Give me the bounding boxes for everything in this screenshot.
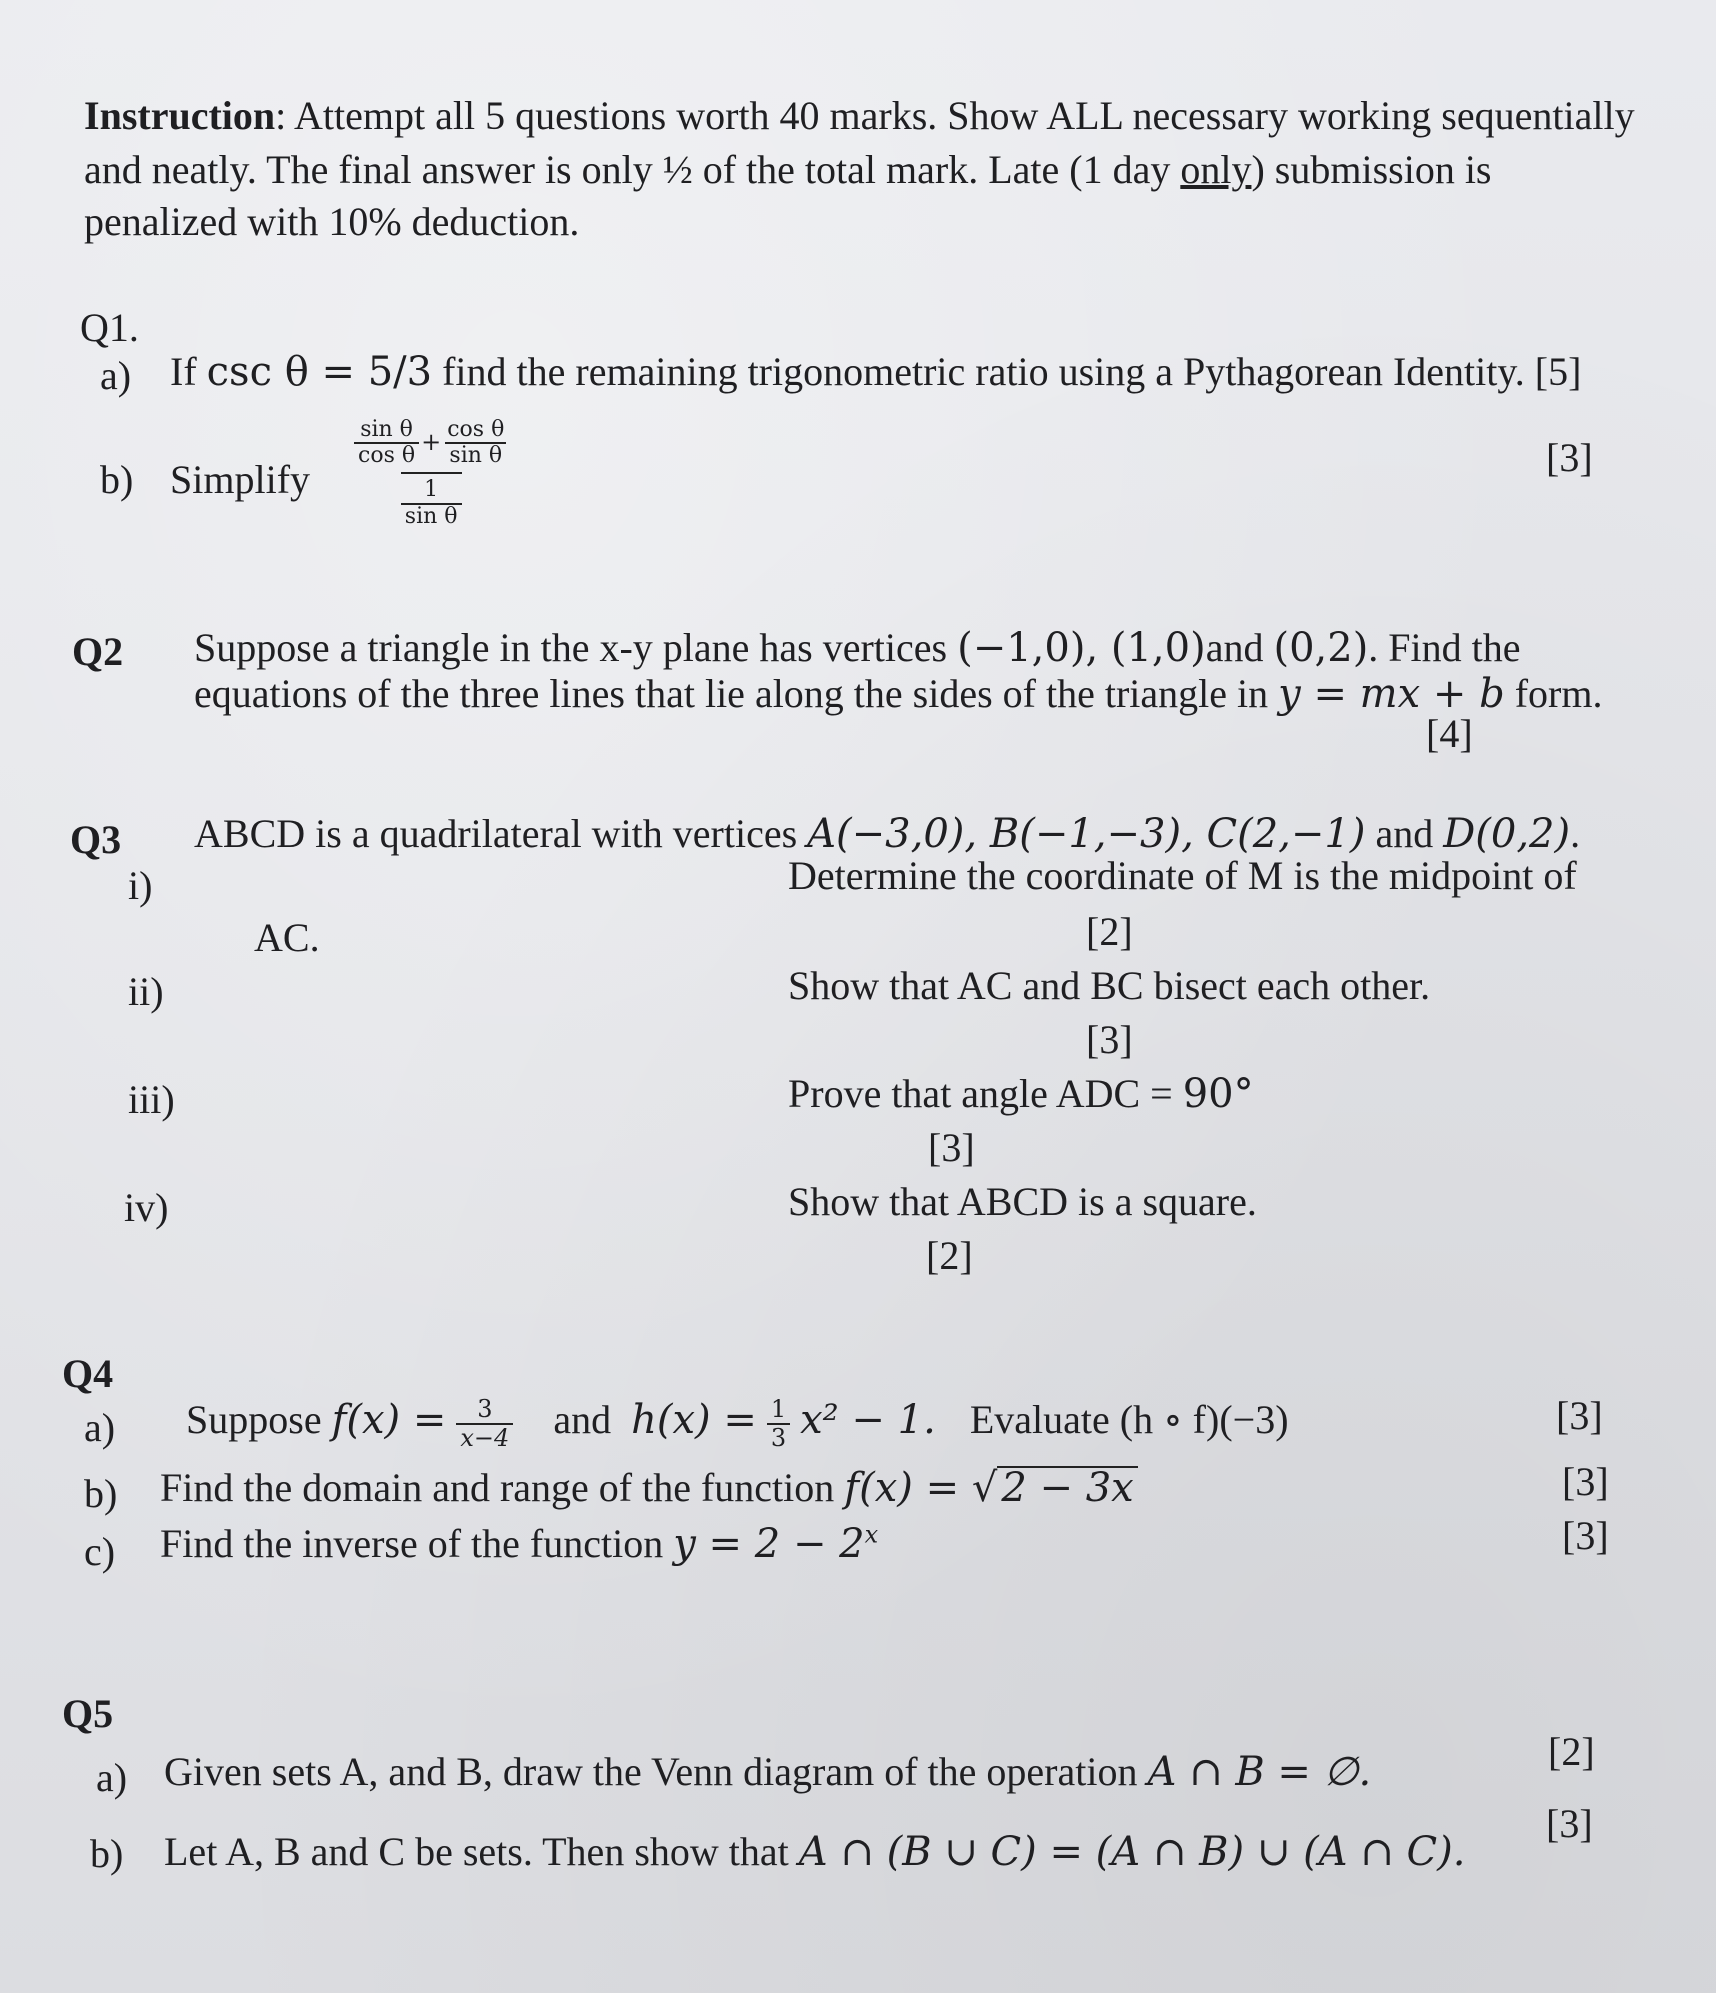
q1a-math: csc θ = 5/3 bbox=[206, 349, 433, 395]
q4a-f: f(x) = bbox=[331, 1397, 447, 1443]
q4a-h-den: 3 bbox=[767, 1423, 790, 1451]
q1b-marks: [3] bbox=[1546, 435, 1593, 480]
q3-intro-line: ABCD is a quadrilateral with vertices A(−3,0), B(−1,−3), C(2,−1) and D(0,2). bbox=[194, 811, 1581, 857]
q3iii-marks: [3] bbox=[928, 1125, 975, 1170]
q1b-frac-3-den: sin θ bbox=[401, 503, 462, 529]
q5b-marker: b) bbox=[90, 1831, 124, 1876]
q5b-math: A ∩ (B ∪ C) = (A ∩ B) ∪ (A ∩ C). bbox=[798, 1829, 1466, 1875]
q5a-text: Given sets A, and B, draw the Venn diagram of the operation bbox=[164, 1749, 1148, 1794]
q4c-func-base: y = 2 − 2 bbox=[673, 1521, 865, 1567]
q1b-compound-fraction bbox=[354, 418, 508, 529]
q4c-func bbox=[673, 1521, 878, 1566]
q4c-line bbox=[160, 1520, 878, 1568]
instruction-line-2 bbox=[84, 146, 1492, 194]
q2-form: y = mx + b bbox=[1278, 671, 1505, 717]
q3-and: and bbox=[1365, 811, 1444, 856]
q1b-frac-2 bbox=[443, 418, 508, 468]
q4b-marker: b) bbox=[84, 1471, 118, 1516]
q4a-f-den: x−4 bbox=[456, 1423, 513, 1451]
q3iii-text: Prove that angle ADC = bbox=[788, 1071, 1183, 1116]
q1b-frac-1-den: cos θ bbox=[354, 442, 419, 468]
q4a-line bbox=[186, 1396, 1289, 1451]
q4-label: Q4 bbox=[62, 1351, 114, 1396]
q3-label: Q3 bbox=[70, 817, 122, 862]
q5a-marker: a) bbox=[96, 1755, 128, 1800]
q3iii-marker: iii) bbox=[128, 1077, 175, 1122]
q2-text-1: Suppose a triangle in the x-y plane has vertices bbox=[194, 625, 958, 670]
q5b-text: Let A, B and C be sets. Then show that bbox=[164, 1829, 799, 1874]
q4a-marker: a) bbox=[84, 1405, 116, 1450]
q3-vertices: A(−3,0), B(−1,−3), C(2,−1) bbox=[807, 811, 1366, 857]
q2-text-2: equations of the three lines that lie along the sides of the triangle in bbox=[194, 671, 1279, 716]
q2-and: and bbox=[1205, 625, 1274, 670]
q5a-marks: [2] bbox=[1548, 1729, 1595, 1774]
instruction-label: Instruction bbox=[84, 93, 276, 138]
q4c-marks: [3] bbox=[1562, 1513, 1609, 1558]
q3-vertex-d: D(0,2) bbox=[1443, 811, 1571, 857]
q1b-denominator bbox=[401, 472, 462, 528]
q2-line-1 bbox=[194, 624, 1521, 672]
q4a-marks: [3] bbox=[1556, 1393, 1603, 1438]
q4b-text: Find the domain and range of the function bbox=[160, 1465, 845, 1510]
q3i-marker: i) bbox=[128, 863, 153, 908]
instruction-line-3 bbox=[84, 198, 579, 246]
q4a-f-num: 3 bbox=[477, 1395, 493, 1424]
instruction-line-1: Instruction: Attempt all 5 questions worth 40 marks. Show ALL necessary working sequentially bbox=[84, 93, 1635, 138]
q4a-and: and bbox=[553, 1397, 612, 1442]
q1a-text-post: find the remaining trigonometric ratio using a Pythagorean Identity. [5] bbox=[432, 349, 1582, 394]
q3iv-text: Show that ABCD is a square. bbox=[788, 1179, 1257, 1224]
q1b-frac-3-num: 1 bbox=[424, 477, 439, 503]
q5-label: Q5 bbox=[62, 1691, 114, 1736]
instruction-text-3: penalized with 10% deduction. bbox=[84, 199, 580, 244]
q4a-h-num: 1 bbox=[770, 1395, 787, 1424]
q3iii-line bbox=[788, 1070, 1254, 1118]
q4b-marks: [3] bbox=[1562, 1459, 1609, 1504]
q2-text-1-post: . Find the bbox=[1368, 625, 1521, 670]
q3ii-marks: [3] bbox=[1086, 1017, 1133, 1062]
q4a-h-fraction bbox=[767, 1396, 790, 1451]
q4c-marker: c) bbox=[84, 1529, 116, 1574]
q5a-math: A ∩ B = ∅. bbox=[1147, 1749, 1372, 1795]
q3iv-marker: iv) bbox=[124, 1185, 169, 1230]
q1-label: Q1. bbox=[80, 305, 139, 350]
q1b-frac-2-num: cos θ bbox=[447, 417, 505, 442]
q5b-marks: [3] bbox=[1546, 1801, 1593, 1846]
q4c-text: Find the inverse of the function bbox=[160, 1521, 674, 1566]
q4c-func-exponent: x bbox=[864, 1520, 879, 1549]
q3iii-angle: 90° bbox=[1182, 1071, 1254, 1117]
instruction-only-underlined: only bbox=[1180, 147, 1252, 192]
q1b-frac-2-den: sin θ bbox=[445, 442, 506, 468]
q1b-plus: + bbox=[421, 428, 442, 457]
q1b-numerator bbox=[354, 418, 508, 472]
q1a-line bbox=[170, 348, 1581, 396]
instruction-text-2a: and neatly. The final answer is only ½ of the total mark. Late (1 day bbox=[84, 147, 1181, 192]
q2-marks: [4] bbox=[1426, 711, 1473, 756]
q2-label: Q2 bbox=[72, 629, 124, 674]
q3ii-text: Show that AC and BC bisect each other. bbox=[788, 963, 1431, 1008]
q2-line-2 bbox=[194, 670, 1603, 718]
q2-text-2-post: form. bbox=[1504, 671, 1603, 716]
q3iv-marks: [2] bbox=[926, 1233, 973, 1278]
q4b-root-sign: √ bbox=[971, 1465, 998, 1511]
q3ii-marker: ii) bbox=[128, 969, 164, 1014]
q4b-line bbox=[160, 1464, 1138, 1512]
q2-vertex-3: (0,2) bbox=[1273, 625, 1369, 671]
q4a-eval: Evaluate (h ∘ f)(−3) bbox=[969, 1397, 1289, 1442]
q5a-line bbox=[164, 1748, 1371, 1796]
q5b-line bbox=[164, 1828, 1465, 1876]
q4b-f: f(x) = bbox=[844, 1465, 972, 1511]
q3i-text: Determine the coordinate of M is the midpoint of bbox=[788, 853, 1577, 898]
q1b-outer-fraction bbox=[354, 418, 508, 529]
q4a-h: h(x) = bbox=[631, 1397, 757, 1443]
q4a-h-post: x² − 1. bbox=[800, 1397, 936, 1443]
q1b-frac-1-num: sin θ bbox=[360, 417, 413, 442]
q4a-pre: Suppose bbox=[186, 1397, 332, 1442]
q3i-marks: [2] bbox=[1086, 909, 1133, 954]
q2-vertices: (−1,0), (1,0) bbox=[957, 625, 1206, 671]
q3i-cont: AC. bbox=[254, 915, 320, 960]
q1b-frac-1 bbox=[354, 418, 419, 468]
q1b-marker: b) bbox=[100, 457, 134, 502]
q3-intro: ABCD is a quadrilateral with vertices bbox=[194, 811, 808, 856]
q1a-text-pre: If bbox=[170, 349, 207, 394]
q1a-marker: a) bbox=[100, 353, 132, 398]
instruction-text-2b: ) submission is bbox=[1251, 147, 1492, 192]
q1b-simplify: Simplify bbox=[170, 457, 311, 502]
instruction-text-1: Attempt all 5 questions worth 40 marks. Show ALL necessary working sequentially bbox=[294, 93, 1635, 138]
q4a-f-fraction bbox=[456, 1396, 513, 1451]
q4b-radicand: 2 − 3x bbox=[997, 1466, 1137, 1508]
q1b-frac-3 bbox=[401, 478, 462, 528]
